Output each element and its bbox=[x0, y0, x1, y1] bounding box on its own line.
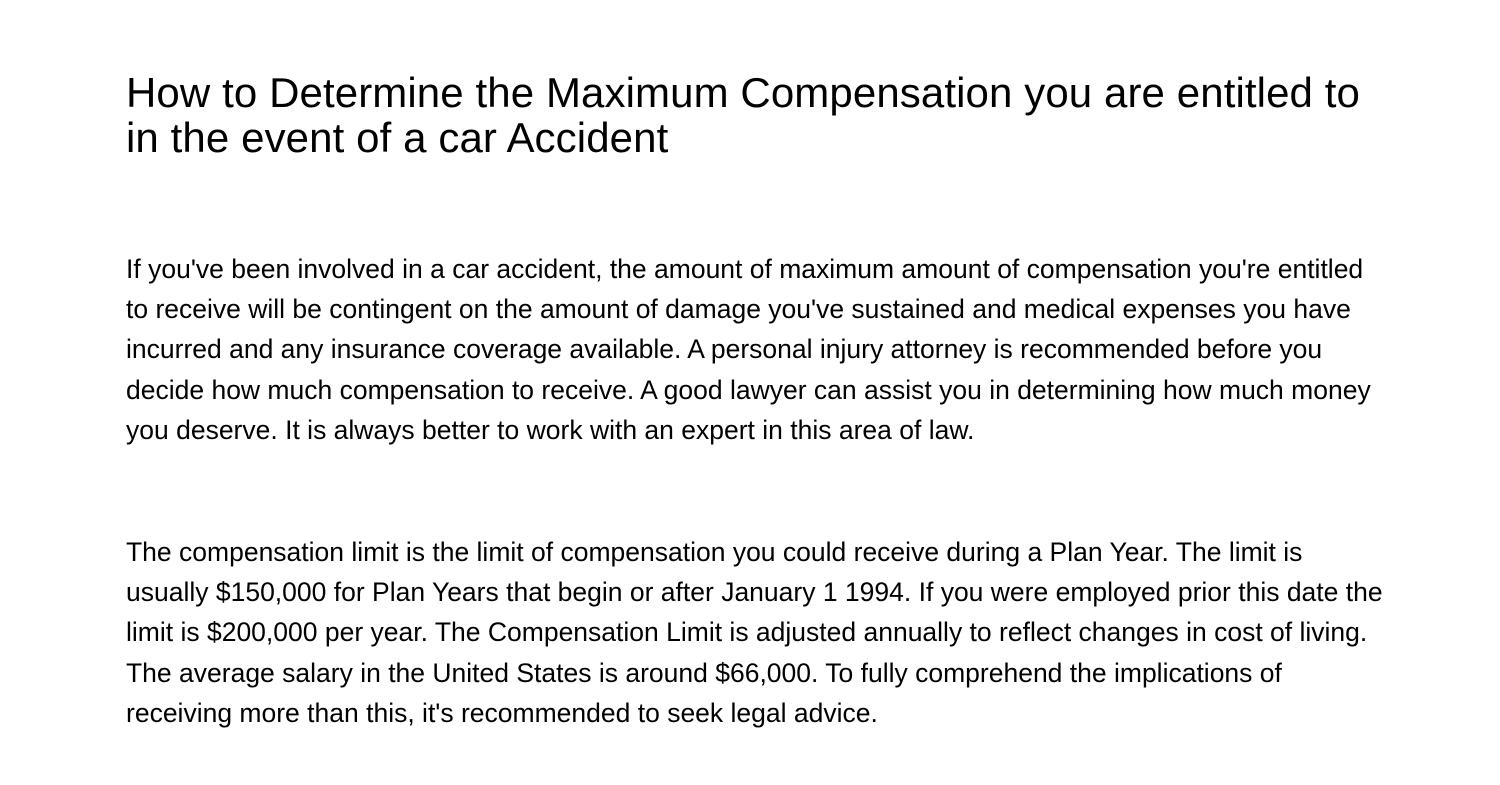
document-title: How to Determine the Maximum Compensation you are entitled to in the event of a car Accident bbox=[126, 69, 1361, 161]
body-paragraph-intro: If you've been involved in a car accident, the amount of maximum amount of compensation you're entitled to receive will be contingent on the amount of damage you've sustained and medical expenses you have incurred and any insurance coverage available. A personal injury attorney is recommended before you decide how much compensation to receive. A good lawyer can assist you in determining how much money you deserve. It is always better to work with an expert in this area of law. bbox=[126, 254, 1371, 445]
body-paragraph-compensation-limit: The compensation limit is the limit of compensation you could receive during a Plan Year. The limit is usually $150,000 for Plan Years that begin or after January 1 1994. If you were employed prior this date the limit is $200,000 per year. The Compensation Limit is adjusted annually to reflect changes in cost of living. The average salary in the United States is around $66,000. To fully comprehend the implications of receiving more than this, it's recommended to seek legal advice. bbox=[126, 537, 1383, 728]
